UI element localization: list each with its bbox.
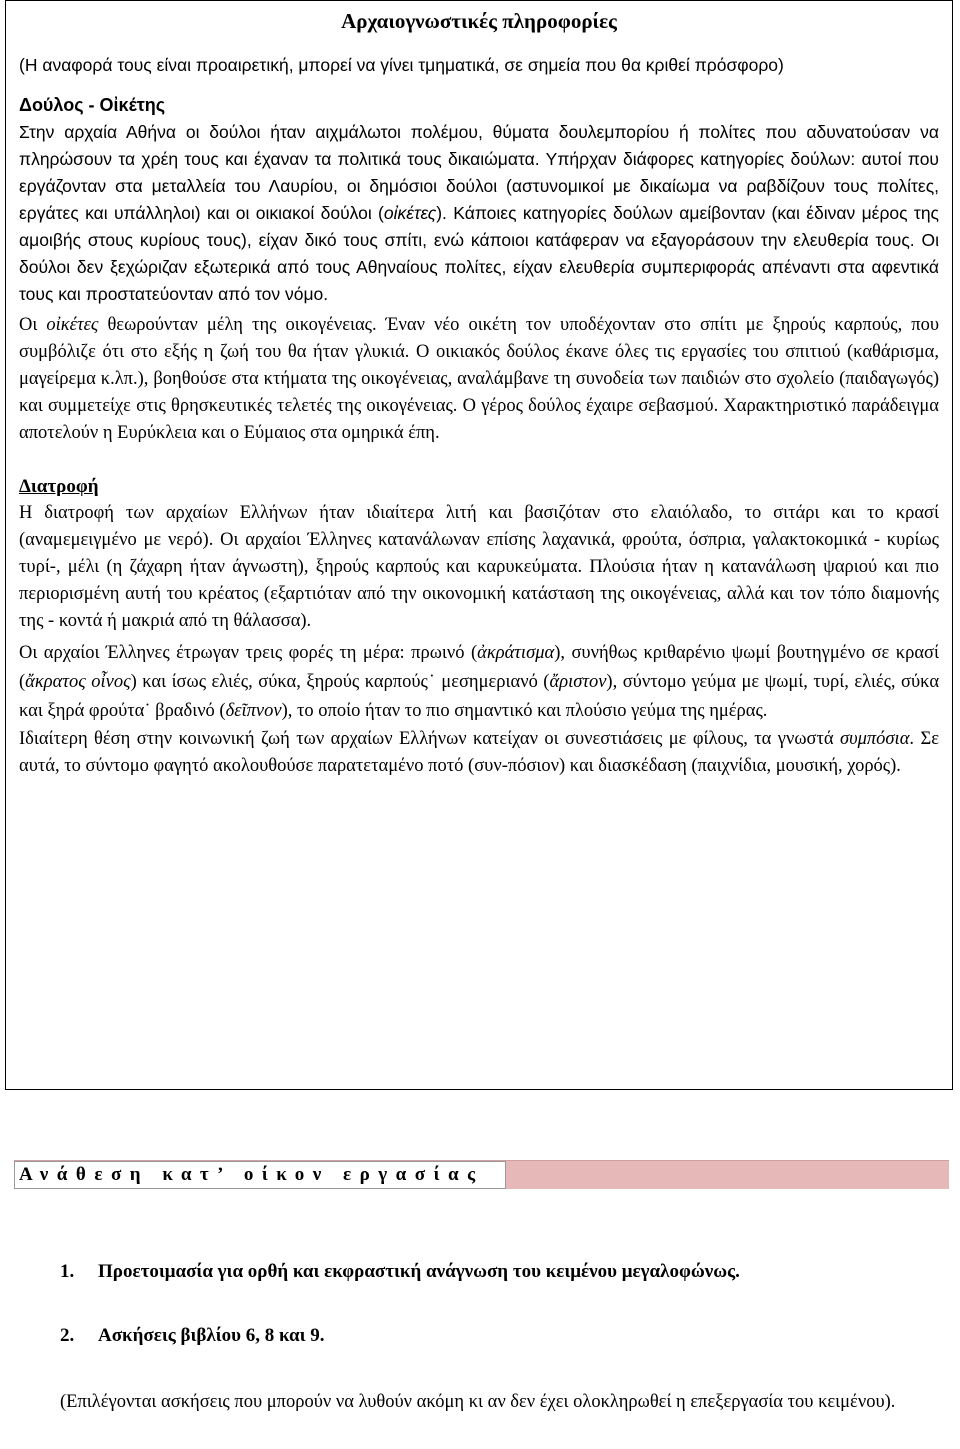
task-text: Προετοιμασία για ορθή και εκφραστική ανάγνωση του κειμένου μεγαλοφώνως.: [98, 1261, 740, 1282]
task-number: 2.: [60, 1325, 75, 1346]
homework-banner-label: Ανάθεση κατ’ οίκον εργασίας: [14, 1161, 506, 1189]
slave-paragraph-1: Στην αρχαία Αθήνα οι δούλοι ήταν αιχμάλωτοι πολέμου, θύματα δουλεμπορίου ή πολίτες που αδυνατούσαν να πληρώσουν τα χρέη τους και έχαναν τα πολιτικά τους δικαιώματα. Υπήρχαν διάφορες κατηγορίες δούλων: αυτοί που εργάζονταν στα μεταλλεία του Λαυρίου, οι δημόσιοι δούλοι (αστυνομικοί με δικαίωμα να ραβδίζουν τους πολίτες, εργάτες και υπάλληλοι) και οι οικιακοί δούλοι (οἰκέτες). Κάποιες κατηγορίες δούλων αμείβονταν (και έδιναν μέρος της αμοιβής στους κυρίους τους), είχαν δικό τους σπίτι, ενώ κάποιοι κατάφεραν να εξαγοράσουν την ελευθερία τους. Οι δούλοι δεν ξεχώριζαν εξωτερικά από τους Αθηναίους πολίτες, είχαν ελευθερία συμπεριφοράς απέναντι στα αφεντικά τους και προστατεύονταν από τον νόμο.: [19, 122, 939, 304]
homework-banner: [14, 1160, 949, 1189]
diet-paragraph-2: Οι αρχαίοι Έλληνες έτρωγαν τρεις φορές τη μέρα: πρωινό (ἀκράτισμα), συνήθως κριθαρένιο ψωμί βουτηγμένο σε κρασί (ἄκρατος οἶνος) και ίσως ελιές, σύκα, ξηρούς καρπούς˙ μεσημεριανό (ἄριστον), σύντομο γεύμα με ψωμί, τυρί, ελιές, σύκα και ξηρά φρούτα˙ βραδινό (δεῖπνον), το οποίο ήταν το πιο σημαντικό και πλούσιο γεύμα της ημέρας.: [19, 643, 940, 721]
task-item-2: [60, 1323, 325, 1349]
task-item-1: [60, 1259, 740, 1285]
diet-paragraph-3: Ιδιαίτερη θέση στην κοινωνική ζωή των αρχαίων Ελλήνων κατείχαν οι συνεστιάσεις με φίλους, τα γνωστά συμπόσια. Σε αυτά, το σύντομο φαγητό ακολουθούσε παρατεταμένο ποτό (συν-πόσιον) και διασκέδαση (παιχνίδια, μουσική, χορός).: [19, 729, 939, 776]
slave-heading: Δούλος - Οἰκέτης: [19, 95, 166, 115]
task-text: Ασκήσεις βιβλίου 6, 8 και 9.: [98, 1325, 325, 1346]
diet-paragraph-1: Η διατροφή των αρχαίων Ελλήνων ήταν ιδιαίτερα λιτή και βασιζόταν στο ελαιόλαδο, το σιτάρι και το κρασί (αναμεμειγμένο με νερό). Οι αρχαίοι Έλληνες κατανάλωναν επίσης λαχανικά, φρούτα, όσπρια, γαλακτοκομικά - κυρίως τυρί-, μέλι (η ζάχαρη ήταν άγνωστη), ξηρούς καρπούς και καρυκεύματα. Πλούσια ήταν η κατανάλωση ψαριού και πιο περιορισμένη αυτή του κρέατος (εξαρτιόταν από την οικονομική κατάσταση της οικογένειας, αλλά και τον τόπο διαμονής της - κοντά ή μακριά από τη θάλασσα).: [19, 503, 939, 631]
intro-note: (Η αναφορά τους είναι προαιρετική, μπορεί να γίνει τμηματικά, σε σημεία που θα κριθεί πρόσφορο): [19, 55, 784, 75]
info-box: [5, 0, 953, 1090]
slave-paragraph-2: Οι οἰκέτες θεωρούνταν μέλη της οικογένειας. Έναν νέο οικέτη τον υποδέχονταν στο σπίτι με ξηρούς καρπούς, που συμβόλιζε ότι στο εξής η ζωή του θα ήταν γλυκιά. Ο οικιακός δούλος έκανε όλες τις εργασίες του σπιτιού (καθάρισμα, μαγείρεμα κ.λπ.), βοηθούσε στα κτήματα της οικογένειας, αναλάμβανε τη συνοδεία των παιδιών στο σχολείο (παιδαγωγός) και συμμετείχε στις θρησκευτικές τελετές της οικογένειας. Ο γέρος δούλος έχαιρε σεβασμού. Χαρακτηριστικό παράδειγμα αποτελούν η Ευρύκλεια και ο Εύμαιος στα ομηρικά έπη.: [19, 315, 940, 443]
box-title: Αρχαιογνωστικές πληροφορίες: [341, 9, 617, 33]
task-number: 1.: [60, 1261, 75, 1282]
homework-note: (Επιλέγονται ασκήσεις που μπορούν να λυθούν ακόμη κι αν δεν έχει ολοκληρωθεί η επεξεργασία του κειμένου).: [60, 1392, 896, 1412]
diet-heading: Διατροφή: [19, 476, 99, 497]
